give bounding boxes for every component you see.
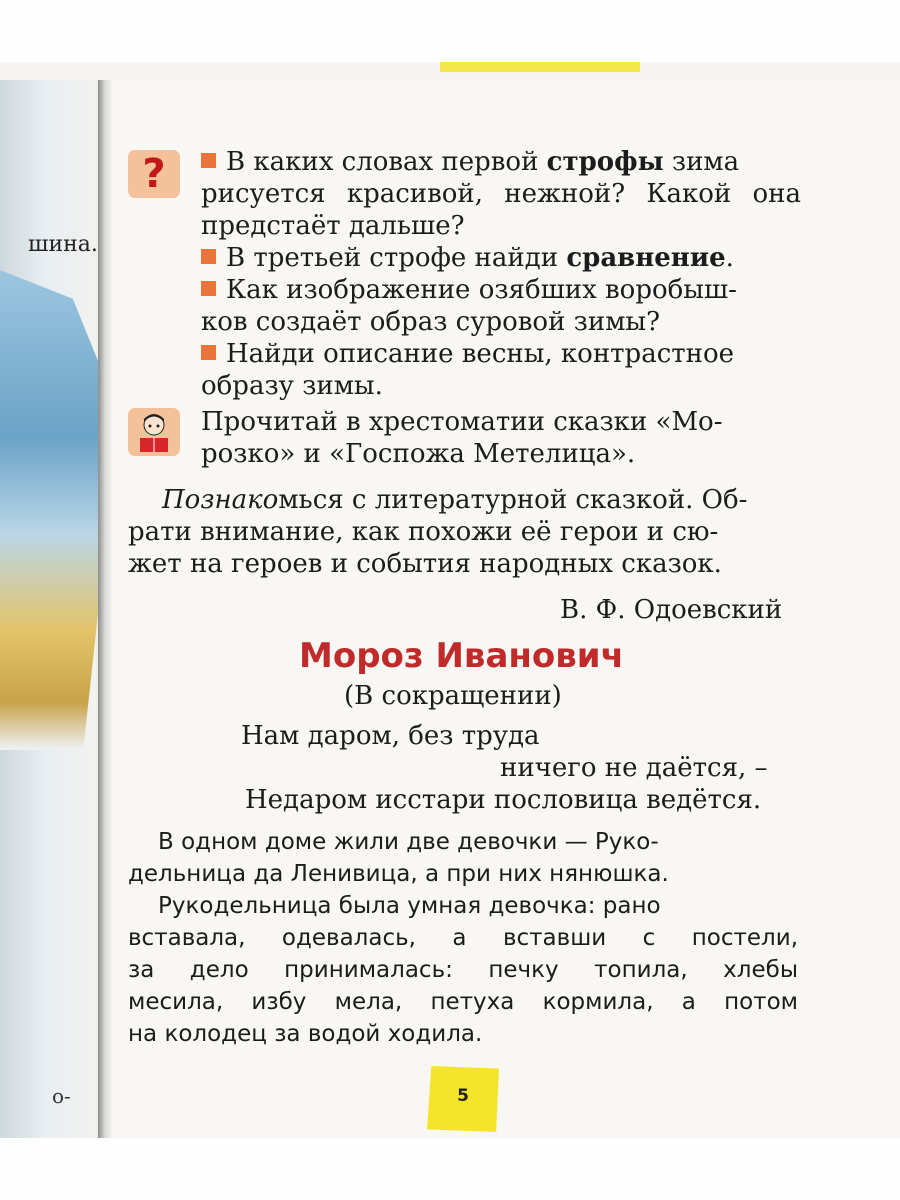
previous-page [0, 80, 112, 1138]
author: В. Ф. Одоевский [560, 595, 783, 625]
prev-page-fragment-bottom: о- [52, 1084, 71, 1108]
book-gutter [98, 80, 112, 1138]
question-1-line-3: предстаёт дальше? [201, 211, 465, 241]
question-4: Найди описание весны, контрастное [201, 338, 734, 370]
body-line-3: Рукодельница была умная девочка: рано [158, 893, 661, 919]
intro-line-3: жет на героев и события народных сказок. [128, 549, 722, 579]
body-line-7: на колодец за водой ходила. [128, 1021, 483, 1047]
winter-illustration [0, 270, 104, 750]
body-line-5: за дело принималась: печку топила, хлебы [128, 957, 798, 983]
epigraph-line-2: ничего не даётся, – [500, 753, 768, 783]
intro-line-2: рати внимание, как похожи её герои и сю- [128, 517, 719, 547]
epigraph-line-3: Недаром исстари пословица ведётся. [245, 785, 762, 815]
bullet-icon [201, 281, 216, 296]
question-3: Как изображение озябших воробыш- [201, 274, 737, 306]
body-line-4: вставала, одевалась, а вставши с постели, [128, 925, 798, 951]
question-2: В третьей строфе найди сравнение. [201, 242, 734, 274]
bullet-icon [201, 249, 216, 264]
scan-margin-bottom [0, 1138, 900, 1200]
story-title: Мороз Иванович [299, 636, 624, 676]
prev-page-fragment-top: шина. [28, 232, 98, 257]
body-line-2: дельница да Ленивица, а при них нянюшка. [128, 861, 669, 887]
bullet-icon [201, 153, 216, 168]
reading-task-line-2: розко» и «Госпожа Метелица». [201, 439, 636, 469]
intro-line-1: Познакомься с литературной сказкой. Об- [162, 485, 748, 515]
question-1-line-2: рисуется красивой, нежной? Какой она [201, 179, 801, 209]
page-number: 5 [457, 1086, 469, 1106]
subtitle: (В сокращении) [344, 681, 562, 711]
body-line-1: В одном доме жили две девочки — Руко- [158, 829, 659, 855]
question-mark-icon: ? [128, 150, 180, 198]
question-3-line-2: ков создаёт образ суровой зимы? [201, 307, 661, 337]
epigraph-line-1: Нам даром, без труда [241, 721, 540, 751]
bullet-icon [201, 345, 216, 360]
question-4-line-2: образу зимы. [201, 371, 383, 401]
question-1: В каких словах первой строфы зима [201, 146, 739, 178]
scan-margin-top [0, 0, 900, 62]
body-line-6: месила, избу мела, петуха кормила, а потом [128, 989, 798, 1015]
yellow-page-edge [440, 62, 640, 72]
reading-child-icon [128, 408, 180, 456]
reading-task-line-1: Прочитай в хрестоматии сказки «Мо- [201, 407, 723, 437]
